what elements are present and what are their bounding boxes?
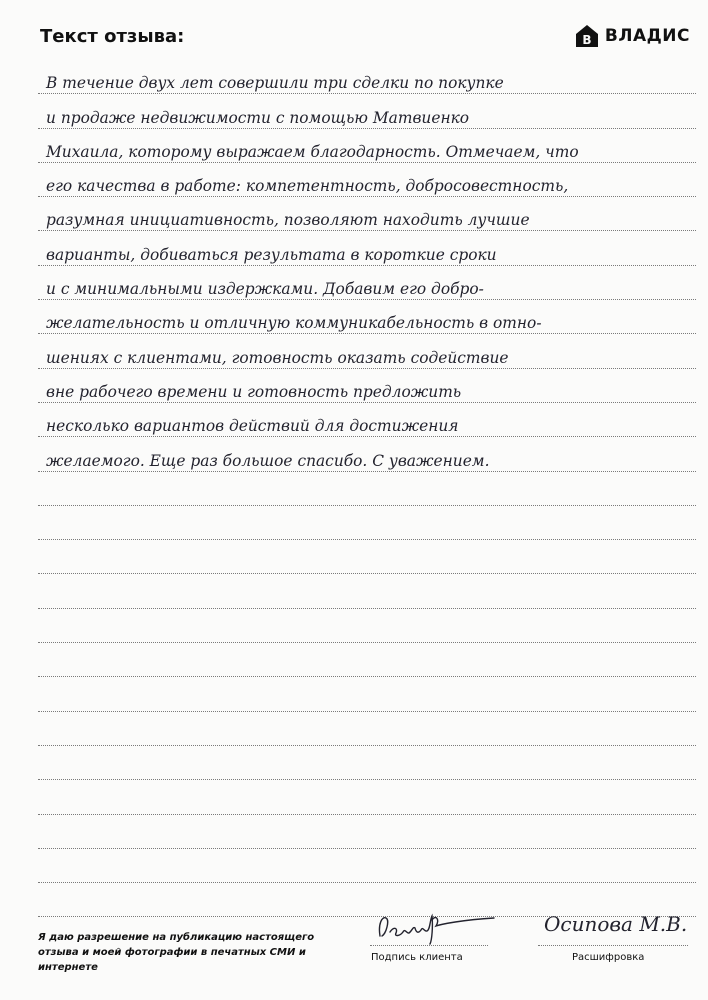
empty-line: [38, 677, 696, 711]
handwritten-text: вне рабочего времени и готовность предложить: [46, 382, 462, 401]
decoding-line: [538, 945, 688, 946]
handwritten-text: его качества в работе: компетентность, добросовестность,: [46, 177, 569, 196]
handwritten-text: В течение двух лет совершили три сделки по покупке: [46, 74, 504, 93]
review-line: [38, 437, 696, 471]
empty-line: [38, 506, 696, 540]
review-line: [38, 163, 696, 197]
form-title: Текст отзыва:: [40, 26, 185, 47]
publication-consent-text: Я даю разрешение на публикацию настоящего отзыва и моей фотографии в печатных СМИ и интернете: [38, 932, 315, 973]
handwritten-text: разумная инициативность, позволяют находить лучшие: [46, 211, 530, 230]
review-text-area: [38, 60, 696, 917]
handwritten-text: шениях с клиентами, готовность оказать содействие: [46, 348, 509, 367]
empty-line: [38, 472, 696, 506]
review-line: [38, 231, 696, 265]
empty-line: [38, 780, 696, 814]
empty-line: [38, 643, 696, 677]
signature-caption: Подпись клиента: [371, 952, 463, 963]
handwritten-text: Михаила, которому выражаем благодарность. Отмечаем, что: [46, 142, 579, 161]
handwritten-text: желательность и отличную коммуникабельность в отно-: [46, 314, 542, 333]
review-line: [38, 197, 696, 231]
logo-text: ВЛАДИС: [604, 26, 690, 46]
empty-line: [38, 712, 696, 746]
empty-line: [38, 574, 696, 608]
decoding-caption: Расшифровка: [572, 952, 645, 963]
empty-line: [38, 609, 696, 643]
signature-line: [370, 945, 488, 946]
house-logo-icon: [575, 24, 599, 48]
handwritten-text: и продаже недвижимости с помощью Матвиенко: [46, 108, 470, 127]
handwritten-text: варианты, добиваться результата в короткие сроки: [46, 245, 497, 264]
signature-decoding-value: Осипова М.В.: [544, 912, 688, 936]
empty-line: [38, 540, 696, 574]
handwritten-text: несколько вариантов действий для достижения: [46, 417, 459, 436]
client-signature: [372, 906, 502, 946]
review-line: [38, 369, 696, 403]
review-line: [38, 300, 696, 334]
svg-text:В: В: [582, 33, 592, 47]
empty-line: [38, 815, 696, 849]
handwritten-text: желаемого. Еще раз большое спасибо. С уважением.: [46, 451, 490, 470]
review-line: [38, 334, 696, 368]
review-line: [38, 94, 696, 128]
review-line: [38, 403, 696, 437]
review-line: [38, 60, 696, 94]
empty-line: [38, 746, 696, 780]
review-line: [38, 266, 696, 300]
vladis-logo: [575, 24, 690, 48]
handwritten-text: и с минимальными издержками. Добавим его добро-: [46, 280, 484, 299]
review-line: [38, 129, 696, 163]
empty-line: [38, 849, 696, 883]
